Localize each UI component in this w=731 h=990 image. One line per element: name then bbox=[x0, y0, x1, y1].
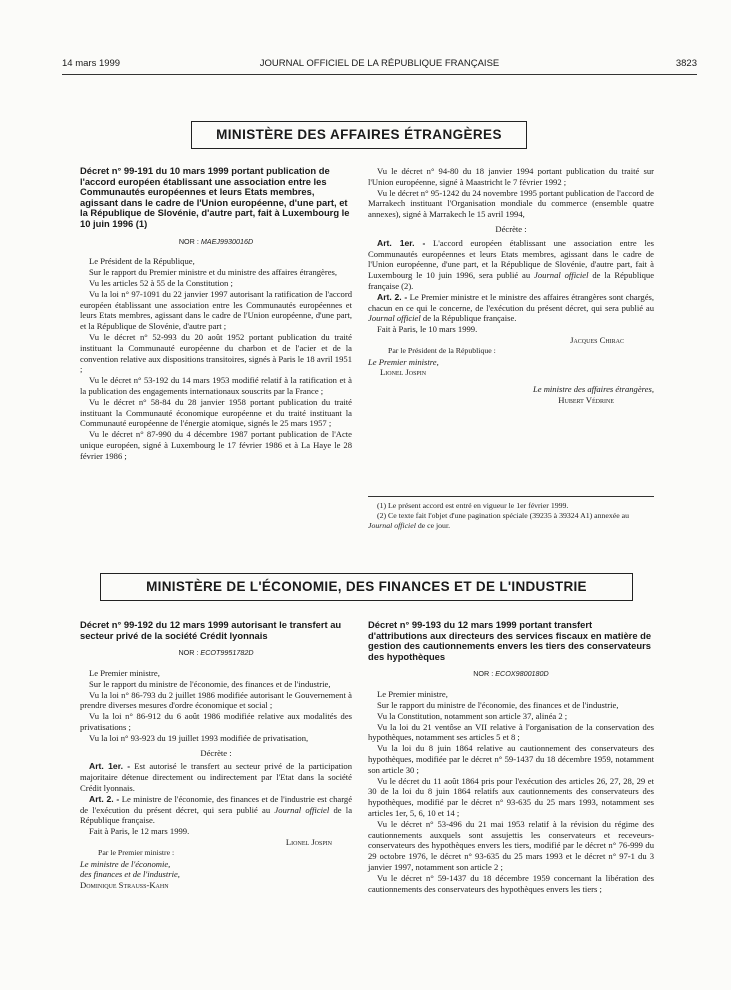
paragraph: Vu la loi du 8 juin 1864 relative au cautionnement des conservateurs des hypothèques, modifiée par le décret n° 59-1437 du 18 décembre 1959, notamment son article 30 ; bbox=[368, 743, 654, 775]
article-1 bbox=[80, 761, 352, 793]
nor-code: ECOX9800180D bbox=[495, 669, 549, 679]
by-pm-line: Par le Premier ministre : bbox=[98, 847, 175, 857]
paragraph: Vu le décret n° 59-1437 du 18 décembre 1959 concernant la libération des cautionnements des conservateurs des hypothèques envers les tiers ; bbox=[368, 872, 654, 894]
paragraph: Vu le décret n° 58-84 du 28 janvier 1958 portant publication du traité instituant la Communauté économique européenne et du traité instituant la Communauté européenne de l'énergie atomique, signés le 25 mars 1957 ; bbox=[80, 396, 352, 429]
signer-name: Jacques Chirac bbox=[570, 334, 624, 345]
paragraph: Vu le décret n° 94-80 du 18 janvier 1994 portant publication du traité sur l'Union européenne, signé à Maastricht le 7 février 1992 ; bbox=[368, 166, 654, 187]
minister-title: Le ministre des affaires étrangères, bbox=[532, 384, 654, 395]
minister-title: Le ministre de l'économie, bbox=[80, 858, 171, 869]
decree-99-191-column-right bbox=[368, 166, 654, 406]
article-text-tail: de la République française. bbox=[80, 804, 353, 826]
minister-name: Hubert Védrine bbox=[558, 394, 614, 405]
paragraph: Vu le décret n° 53-192 du 14 mars 1953 modifié relatif à la ratification et à la publication des engagements internationaux souscrits par la France ; bbox=[80, 375, 352, 396]
footnote-1: (1) Le présent accord est entré en vigueur le 1er février 1999. bbox=[377, 501, 569, 510]
signer-name: Lionel Jospin bbox=[285, 836, 332, 847]
paragraph: Vu la loi n° 97-1091 du 22 janvier 1997 autorisant la ratification de l'accord européen établissant une association entre les Communautés européennes et leurs Etats membres, agissant dans le cadre de l'Union européenne, d'une part, et la République de Slovénie, d'autre part ; bbox=[80, 288, 352, 332]
paragraph: Vu le décret n° 53-496 du 21 mai 1953 relatif à la révision du régime des cautionnements auxquels sont assujettis les conservateurs et receveurs-conservateurs des hypothèques envers les tiers, modifié par le décret n° 76-999 du 29 octobre 1976, le décret n° 93-635 du 25 mars 1993 et le décret n° 97-1 du 3 janvier 1997, notamment son article 2 ; bbox=[368, 818, 654, 872]
paragraph: Vu les articles 52 à 55 de la Constitution ; bbox=[89, 277, 233, 288]
running-header bbox=[62, 58, 697, 72]
article-text-tail: de la République française (2). bbox=[368, 270, 655, 291]
pm-title: Le Premier ministre, bbox=[368, 356, 439, 367]
paragraph: Sur le rapport du ministre de l'économie, des finances et de l'industrie, bbox=[377, 699, 619, 710]
paragraph: Vu la loi n° 86-793 du 2 juillet 1986 modifiée autorisant le Gouvernement à prendre diverses mesures d'ordre économique et social ; bbox=[80, 689, 352, 711]
paragraph: Vu la loi n° 86-912 du 6 août 1986 modifiée relative aux modalités des privatisations ; bbox=[80, 711, 352, 732]
article-1 bbox=[368, 238, 654, 292]
article-2 bbox=[80, 794, 352, 826]
footnotes bbox=[368, 496, 654, 530]
paragraph: Sur le rapport du ministre de l'économie, des finances et de l'industrie, bbox=[89, 678, 331, 689]
decree-title: Décret n° 99-191 du 10 mars 1999 portant publication de l'accord européen établissant une association entre les Communautés européennes et leurs Etats membres, agissant dans le cadre de l'Union européenne, d'une part, et la République de Slovénie, d'autre part, fait à Luxembourg le 10 juin 1996 (1) bbox=[80, 165, 350, 229]
decree-title: Décret n° 99-193 du 12 mars 1999 portant transfert d'attributions aux directeurs des services fiscaux en matière de gestion des cautionnements envers les tiers des conservateurs des hypothèques bbox=[368, 619, 652, 662]
decrete-heading: Décrète : bbox=[495, 223, 527, 234]
nor-reference bbox=[80, 237, 352, 248]
ministry-heading-foreign-affairs: MINISTÈRE DES AFFAIRES ÉTRANGÈRES bbox=[191, 121, 527, 149]
footnote-text-tail: de ce jour. bbox=[417, 520, 451, 530]
journal-reference: Journal officiel bbox=[368, 520, 416, 530]
paragraph: Le Premier ministre, bbox=[377, 689, 448, 700]
decree-99-193-column bbox=[368, 620, 654, 894]
paragraph: Vu la loi n° 93-923 du 19 juillet 1993 modifiée de privatisation, bbox=[89, 732, 309, 743]
decree-99-192-column bbox=[80, 620, 352, 891]
nor-reference bbox=[368, 669, 654, 680]
nor-code: ECOT9951782D bbox=[200, 648, 254, 658]
article-text: Le ministre de l'économie, des finances et de l'industrie est chargé de l'exécution du présent décret, qui sera publié au bbox=[80, 793, 353, 815]
decrete-heading: Décrète : bbox=[200, 747, 232, 758]
nor-code: MAEJ9930016D bbox=[200, 236, 254, 246]
article-text: L'accord européen établissant une association entre les Communautés européennes et leurs Etats membres, agissant dans le cadre de l'Union européenne, d'une part, et la République de Slovénie, d'autre part, fait à Luxembourg le 10 juin 1996, sera publié au bbox=[368, 237, 654, 281]
article-text-tail: de la République française. bbox=[422, 313, 517, 324]
signature-date: Fait à Paris, le 10 mars 1999. bbox=[377, 324, 478, 335]
footnote-text: (2) Ce texte fait l'objet d'une pagination spéciale (39235 à 39324 A1) annexée au bbox=[377, 510, 630, 520]
journal-reference: Journal officiel bbox=[534, 270, 589, 281]
article-text: Le Premier ministre et le ministre des affaires étrangères sont chargés, chacun en ce qui le concerne, de l'exécution du présent décret, qui sera publié au bbox=[368, 291, 655, 313]
signature-date: Fait à Paris, le 12 mars 1999. bbox=[89, 826, 190, 837]
nor-label: NOR : bbox=[178, 648, 199, 658]
paragraph: Le Premier ministre, bbox=[89, 667, 160, 678]
decree-99-191-column-left bbox=[80, 166, 352, 462]
article-label: Art. 2. - bbox=[377, 291, 408, 302]
nor-label: NOR : bbox=[473, 669, 494, 679]
journal-reference: Journal officiel bbox=[368, 313, 421, 324]
article-label: Art. 1er. - bbox=[89, 761, 131, 772]
ministry-heading-economy: MINISTÈRE DE L'ÉCONOMIE, DES FINANCES ET DE L'INDUSTRIE bbox=[100, 573, 633, 601]
pm-name: Lionel Jospin bbox=[380, 367, 427, 378]
header-journal-title: JOURNAL OFFICIEL DE LA RÉPUBLIQUE FRANÇAISE bbox=[259, 58, 500, 69]
minister-title-cont: des finances et de l'industrie, bbox=[80, 869, 180, 880]
minister-name: Dominique Strauss-Kahn bbox=[80, 880, 169, 891]
paragraph: Vu la Constitution, notamment son article 37, alinéa 2 ; bbox=[377, 710, 568, 721]
paragraph: Vu le décret n° 95-1242 du 24 novembre 1995 portant publication de l'accord de Marrakech instituant l'Organisation mondiale du commerce (ensemble quatre annexes), signé à Marrakech le 15 avril 1994, bbox=[368, 187, 654, 220]
article-label: Art. 2. - bbox=[89, 793, 120, 804]
paragraph: Vu le décret du 11 août 1864 pris pour l'exécution des articles 26, 27, 28, 29 et 30 de la loi du 8 juin 1864 relatifs aux cautionnements des conservateurs des hypothèques, modifié par le décret n° 93-635 du 25 mars 1993, notamment ses articles 1er, 5, 6, 10 et 14 ; bbox=[368, 775, 654, 818]
paragraph: Vu le décret n° 52-993 du 20 août 1952 portant publication du traité instituant la Communauté européenne du charbon et de l'acier et de la convention relative aux dispositions transitoires, signés à Paris le 18 avril 1951 ; bbox=[80, 331, 352, 375]
header-date: 14 mars 1999 bbox=[62, 58, 121, 69]
article-2 bbox=[368, 292, 654, 324]
decree-title: Décret n° 99-192 du 12 mars 1999 autorisant le transfert au secteur privé de la société Crédit lyonnais bbox=[80, 619, 342, 641]
footnote-2 bbox=[368, 511, 654, 531]
nor-label: NOR : bbox=[178, 236, 199, 246]
by-president-line: Par le Président de la République : bbox=[388, 345, 496, 355]
paragraph: Vu le décret n° 87-990 du 4 décembre 1987 portant publication de l'Acte unique européen, signé à Luxembourg le 17 février 1986 et à La Haye le 28 février 1986 ; bbox=[80, 429, 352, 461]
nor-reference bbox=[80, 648, 352, 659]
article-text: Est autorisé le transfert au secteur privé de la participation majoritaire détenue directement ou indirectement par l'Etat dans la société Crédit lyonnais. bbox=[80, 761, 352, 793]
article-label: Art. 1er. - bbox=[377, 237, 426, 248]
paragraph: Le Président de la République, bbox=[89, 256, 195, 267]
header-rule bbox=[62, 74, 697, 75]
journal-reference: Journal officiel bbox=[274, 804, 330, 815]
header-page-number: 3823 bbox=[675, 58, 697, 69]
paragraph: Sur le rapport du Premier ministre et du ministre des affaires étrangères, bbox=[89, 267, 338, 278]
paragraph: Vu la loi du 21 ventôse an VII relative à l'organisation de la conservation des hypothèques, notamment ses articles 5 et 8 ; bbox=[368, 721, 654, 743]
